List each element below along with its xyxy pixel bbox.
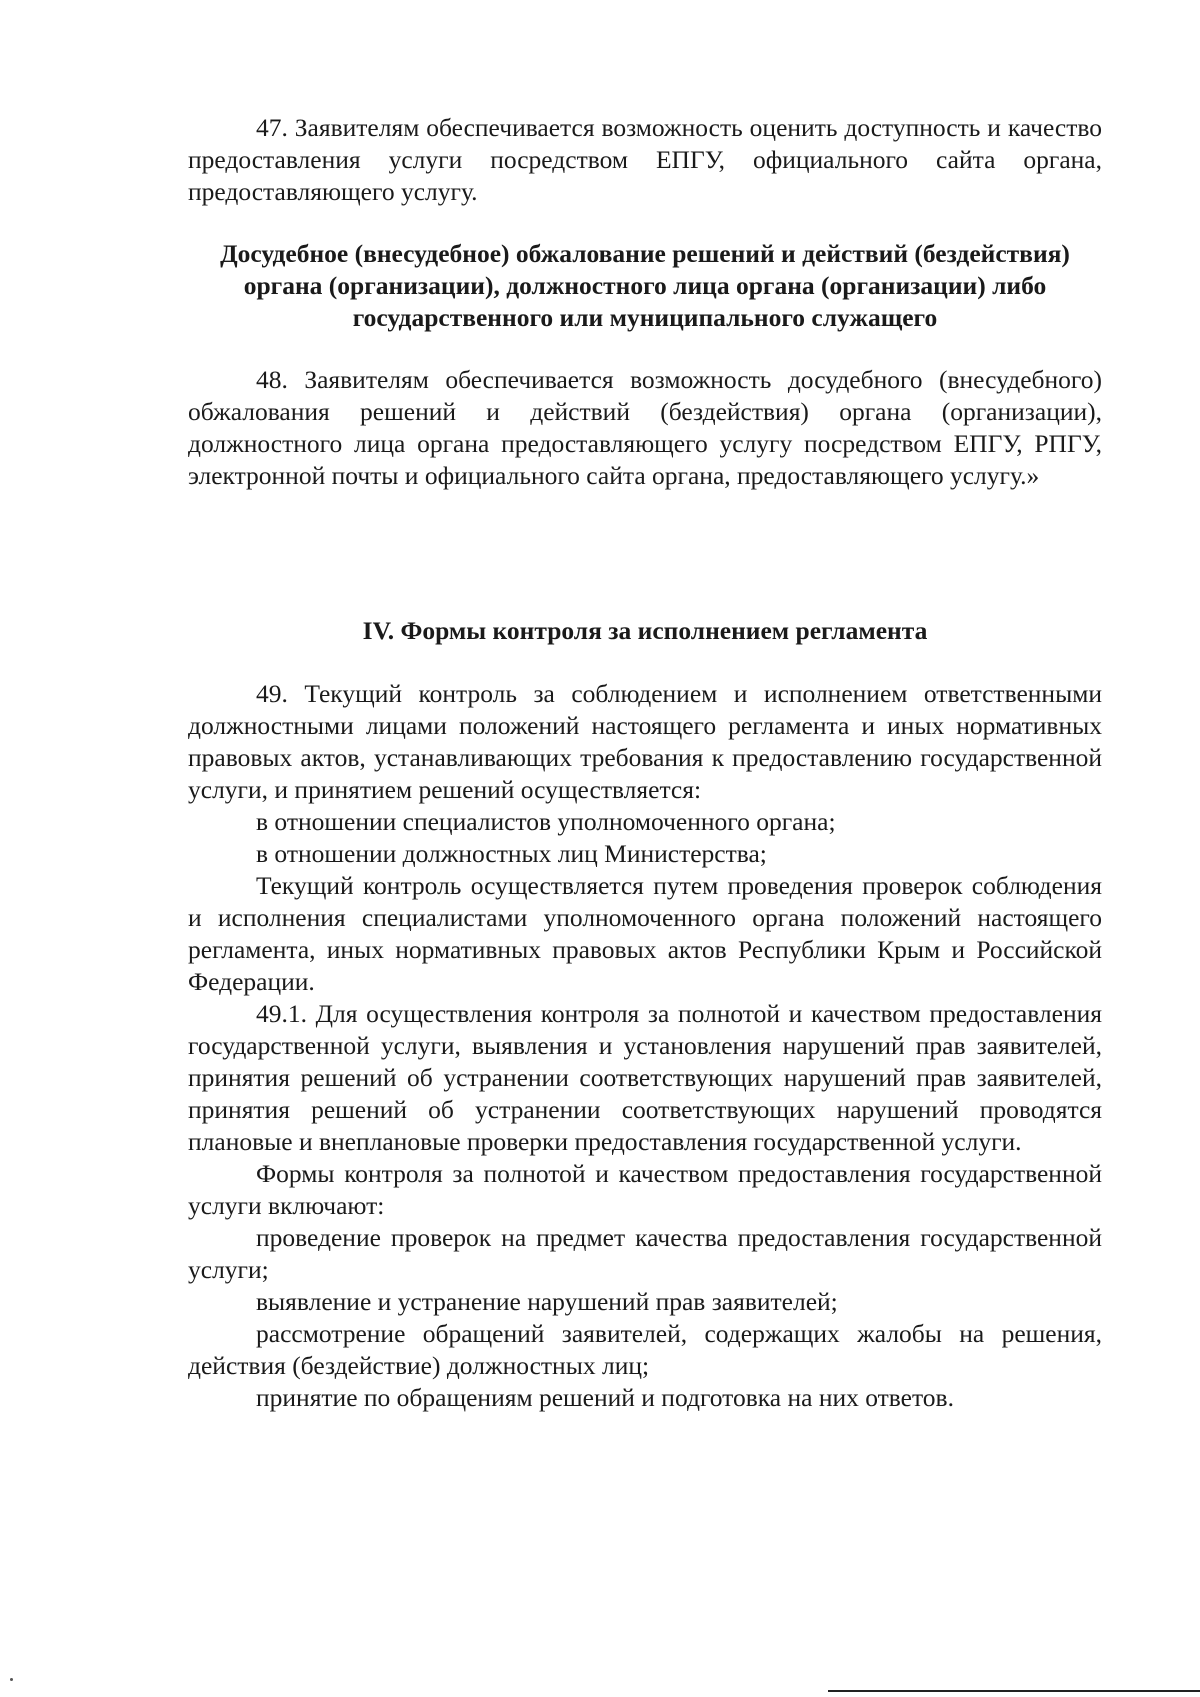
- list-item-form-1: проведение проверок на предмет качества предоставления государственной услуги;: [188, 1223, 1102, 1284]
- paragraph-49-1: 49.1. Для осуществления контроля за полнотой и качеством предоставления государственной услуги, выявления и установления нарушений прав заявителей, принятия решений об устранении соответствующих нарушений прав заявителей, принятия решений об устранении соответствующих нарушений проводятся плановые и внеплановые проверки предоставления государственной услуги.: [188, 999, 1102, 1156]
- list-item-officials: в отношении должностных лиц Министерства;: [256, 839, 767, 868]
- heading-pretrial-appeal: Досудебное (внесудебное) обжалование решений и действий (бездействия) органа (организации), должностного лица органа (организации) либо государственного или муниципального служащего: [220, 239, 1070, 332]
- paragraph-control-forms: Формы контроля за полнотой и качеством предоставления государственной услуги включают:: [188, 1159, 1102, 1220]
- document-page: [188, 112, 1102, 1414]
- paragraph-48: 48. Заявителям обеспечивается возможность досудебного (внесудебного) обжалования решений и действий (бездействия) органа (организации), должностного лица органа предоставляющего услугу посредством ЕПГУ, РПГУ, электронной почты и официального сайта органа, предоставляющего услугу.»: [188, 365, 1102, 490]
- paragraph-49: 49. Текущий контроль за соблюдением и исполнением ответственными должностными лицами положений настоящего регламента и иных нормативных правовых актов, устанавливающих требования к предоставлению государственной услуги, и принятием решений осуществляется:: [188, 679, 1102, 804]
- paragraph-current-control: Текущий контроль осуществляется путем проведения проверок соблюдения и исполнения специалистами уполномоченного органа положений настоящего регламента, иных нормативных правовых актов Республики Крым и Российской Федерации.: [188, 871, 1102, 996]
- list-item-form-2: выявление и устранение нарушений прав заявителей;: [256, 1287, 838, 1316]
- list-item-specialists: в отношении специалистов уполномоченного органа;: [256, 807, 836, 836]
- list-item-form-3: рассмотрение обращений заявителей, содержащих жалобы на решения, действия (бездействие) должностных лиц;: [188, 1319, 1102, 1380]
- list-item-form-4: принятие по обращениям решений и подготовка на них ответов.: [256, 1383, 954, 1412]
- scan-margin-dot: [10, 1678, 13, 1681]
- paragraph-47: 47. Заявителям обеспечивается возможность оценить доступность и качество предоставления услуги посредством ЕПГУ, официального сайта органа, предоставляющего услугу.: [188, 113, 1102, 206]
- section-4-title: IV. Формы контроля за исполнением регламента: [362, 616, 928, 645]
- bottom-horizontal-rule: [828, 1690, 1200, 1692]
